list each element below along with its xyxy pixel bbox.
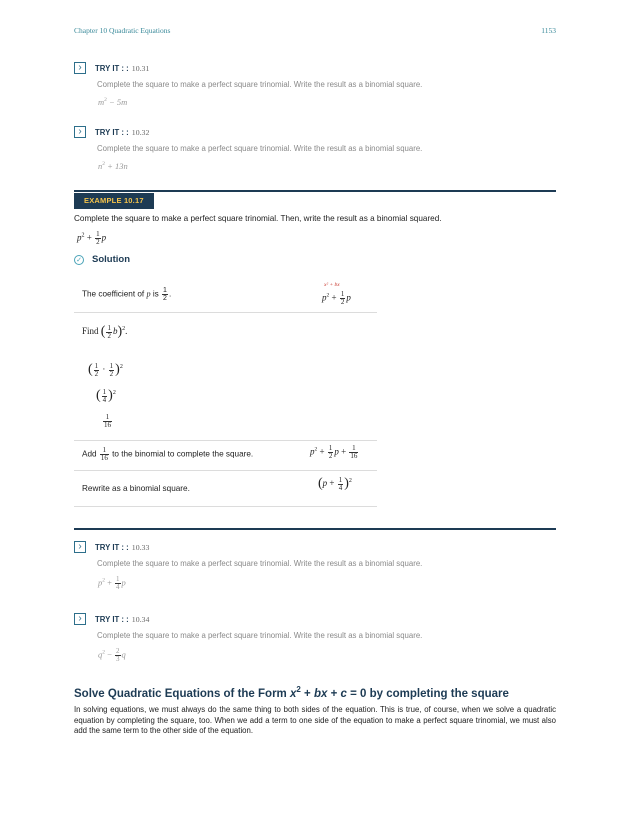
chevron-right-icon[interactable]: ›	[74, 541, 86, 553]
step-4-text: Rewrite as a binomial square.	[82, 484, 190, 493]
step-3-math: $p^2$ + $\frac{1}{2}$ p + $\frac{1}{16}$	[310, 444, 358, 460]
page-number: 1153	[541, 26, 556, 35]
try-it-label: TRY IT : :	[95, 542, 129, 552]
section-heading: Solve Quadratic Equations of the Form $x^2$ + bx + c = 0 by completing the square	[74, 685, 509, 700]
example-top-rule	[74, 190, 556, 192]
example-tag: EXAMPLE 10.17	[74, 193, 154, 209]
step-1-form-label: x² + bx	[324, 282, 340, 288]
try-it-number: 10.34	[131, 614, 150, 624]
try-it-10-32	[74, 125, 556, 171]
step-2-line-3: $\frac{1}{16}$	[104, 413, 111, 429]
solution-step-3	[74, 440, 377, 471]
step-1-text: The coefficient of p is $\frac{1}{2}$ .	[82, 287, 172, 302]
chapter-header: Chapter 10 Quadratic Equations	[74, 26, 171, 35]
step-2-find: Find ( $\frac{1}{2}$ b)$^2$.	[82, 323, 128, 340]
try-it-label: TRY IT : :	[95, 63, 129, 73]
chevron-right-icon[interactable]: ›	[74, 62, 86, 74]
try-it-expression: $q^2$ − $\frac{2}{3}$ q	[98, 647, 126, 663]
solution-step-2	[74, 312, 377, 441]
try-it-10-33	[74, 540, 556, 591]
try-it-number: 10.31	[131, 63, 150, 73]
solution-step-4	[74, 470, 377, 507]
try-it-number: 10.32	[131, 127, 150, 137]
step-2-line-1: ( $\frac{1}{2}$ · $\frac{1}{2}$ )$^2$	[88, 361, 123, 378]
step-2-line-2: ( $\frac{1}{4}$ )$^2$	[96, 387, 116, 404]
check-circle-icon: ✓	[74, 255, 84, 265]
step-1-math: $p^2$ + $\frac{1}{2}$ p	[322, 290, 351, 306]
example-problem: Complete the square to make a perfect square trinomial. Then, write the result as a binomial squared.	[74, 214, 442, 223]
solution-step-1	[74, 276, 377, 313]
solution-heading	[74, 254, 130, 265]
try-it-instruction: Complete the square to make a perfect square trinomial. Write the result as a binomial square.	[97, 559, 423, 568]
solution-title: Solution	[92, 254, 130, 265]
chevron-right-icon[interactable]: ›	[74, 126, 86, 138]
chevron-right-icon[interactable]: ›	[74, 613, 86, 625]
try-it-expression: $n^2 + 13n$	[98, 161, 128, 171]
try-it-label: TRY IT : :	[95, 127, 129, 137]
example-expression: $p^2$ + $\frac{1}{2}$ p	[77, 230, 107, 246]
try-it-instruction: Complete the square to make a perfect square trinomial. Write the result as a binomial square.	[97, 631, 423, 640]
try-it-label: TRY IT : :	[95, 614, 129, 624]
step-3-text: Add $\frac{1}{16}$ to the binomial to complete the square.	[82, 446, 254, 462]
try-it-expression: $m^2 - 5m$	[98, 97, 128, 107]
example-bottom-rule	[74, 528, 556, 530]
try-it-expression: $p^2$ + $\frac{1}{4}$ p	[98, 575, 126, 591]
try-it-10-31	[74, 61, 556, 107]
section-paragraph: In solving equations, we must always do the same thing to both sides of the equation. This is true, of course, when we solve a quadratic equation by completing the square, too. When we add a term to one side of the equation to make a perfect square trinomial, we must also add the same term to the other side of the equation.	[74, 705, 556, 735]
try-it-instruction: Complete the square to make a perfect square trinomial. Write the result as a binomial square.	[97, 144, 423, 153]
try-it-instruction: Complete the square to make a perfect square trinomial. Write the result as a binomial square.	[97, 80, 423, 89]
step-4-math: (p + $\frac{1}{4}$ )$^2$	[318, 475, 352, 492]
try-it-10-34	[74, 612, 556, 663]
try-it-number: 10.33	[131, 542, 150, 552]
